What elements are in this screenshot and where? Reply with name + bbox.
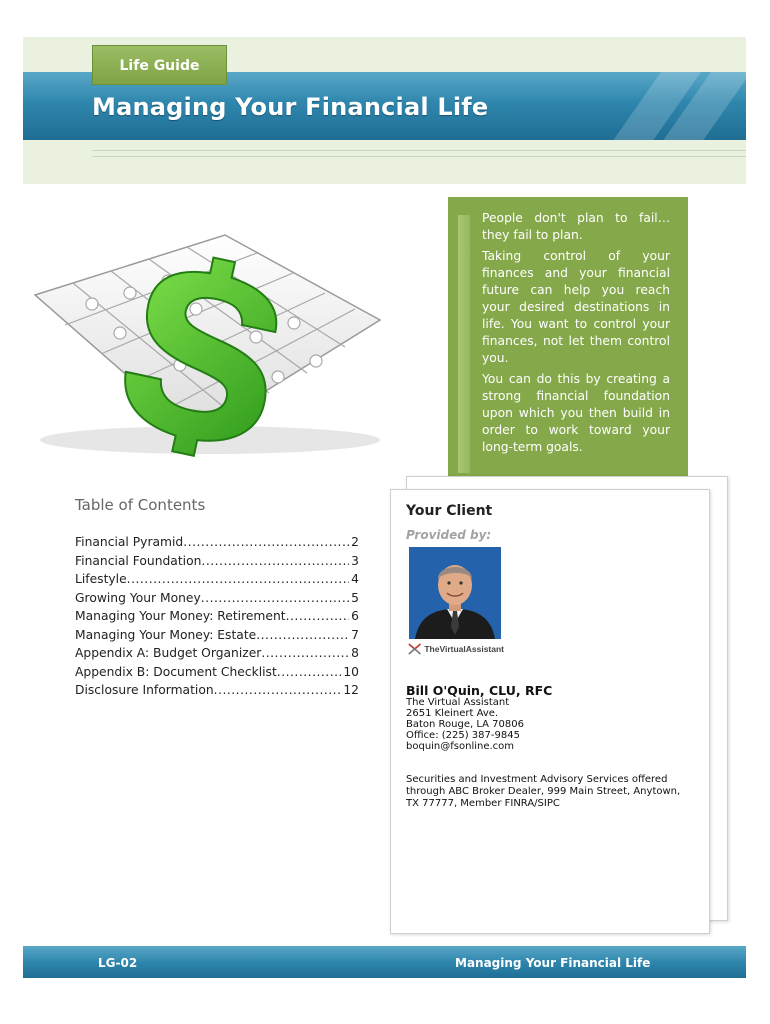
toc-item[interactable] xyxy=(75,552,359,571)
toc-item[interactable] xyxy=(75,533,359,552)
dollar-puzzle-illustration xyxy=(25,225,385,460)
advisor-name: Bill O'Quin, CLU, RFC xyxy=(406,683,553,698)
quote-accent-bar xyxy=(458,215,470,473)
toc-leader-dots xyxy=(201,552,349,571)
quote-text xyxy=(482,210,670,460)
toc-item-page: 10 xyxy=(343,664,359,679)
toc-item[interactable] xyxy=(75,681,359,700)
toc-item[interactable] xyxy=(75,589,359,608)
advisor-email[interactable]: boquin@fsonline.com xyxy=(406,741,515,752)
toc-leader-dots xyxy=(214,681,342,700)
footer-title: Managing Your Financial Life xyxy=(455,956,651,970)
toc-item-label: Financial Foundation xyxy=(75,553,202,568)
footer-code: LG-02 xyxy=(98,956,138,970)
toc-leader-dots xyxy=(183,533,349,552)
toc-item[interactable] xyxy=(75,644,359,663)
quote-paragraph: Taking control of your finances and your financial future can help you reach your desired destinations in life. You want to control your finances, not let them control you. xyxy=(482,249,670,365)
quote-paragraph: You can do this by creating a strong financial foundation upon which you then build in order to work toward your long-term goals. xyxy=(482,372,670,454)
toc-item-label: Managing Your Money: Estate xyxy=(75,627,257,642)
client-heading: Your Client xyxy=(406,503,493,519)
toc-item[interactable] xyxy=(75,626,359,645)
toc-item-label: Appendix B: Document Checklist xyxy=(75,664,277,679)
quote-paragraph: People don't plan to fail… they fail to plan. xyxy=(482,211,670,242)
table-of-contents xyxy=(75,533,359,700)
header-divider xyxy=(92,156,746,157)
toc-item-page: 2 xyxy=(351,535,359,549)
toc-item[interactable] xyxy=(75,570,359,589)
toc-leader-dots xyxy=(286,607,350,626)
toc-item[interactable] xyxy=(75,663,359,682)
securities-disclosure: Securities and Investment Advisory Services offered through ABC Broker Dealer, 999 Main Street, Anytown, TX 77777, Member FINRA/SIPC xyxy=(406,774,681,809)
toc-item-page: 12 xyxy=(343,683,359,697)
advisor-phone: Office: (225) 387-9845 xyxy=(406,730,520,741)
advisor-address-line: Baton Rouge, LA 70806 xyxy=(406,719,524,730)
advisor-photo xyxy=(409,547,501,639)
toc-leader-dots xyxy=(277,663,342,682)
provided-by-label: Provided by: xyxy=(406,528,492,542)
toc-item-label: Financial Pyramid xyxy=(75,535,184,549)
header-divider xyxy=(92,150,746,151)
virtual-assistant-logo xyxy=(408,641,504,657)
toc-leader-dots xyxy=(256,626,349,645)
advisor-address-line: 2651 Kleinert Ave. xyxy=(406,708,499,719)
toc-leader-dots xyxy=(261,644,349,663)
toc-item-page: 3 xyxy=(351,553,359,568)
toc-leader-dots xyxy=(127,570,350,589)
toc-heading: Table of Contents xyxy=(75,496,206,514)
advisor-contact xyxy=(406,697,524,752)
logo-text: TheVirtualAssistant xyxy=(424,644,504,654)
toc-item-page: 4 xyxy=(351,572,359,586)
toc-item-label: Appendix A: Budget Organizer xyxy=(75,646,262,660)
document-title: Managing Your Financial Life xyxy=(92,93,489,121)
toc-leader-dots xyxy=(201,589,349,608)
toc-item-page: 6 xyxy=(351,609,359,623)
toc-item-label: Disclosure Information xyxy=(75,683,214,697)
logo-mark-icon xyxy=(408,642,421,656)
toc-item-page: 5 xyxy=(351,590,359,605)
advisor-company: The Virtual Assistant xyxy=(406,697,510,708)
toc-item-page: 8 xyxy=(351,646,359,660)
toc-item-label: Growing Your Money xyxy=(75,590,201,605)
toc-item[interactable] xyxy=(75,607,359,626)
toc-item-label: Lifestyle xyxy=(75,572,127,586)
life-guide-tag: Life Guide xyxy=(92,45,227,85)
toc-item-page: 7 xyxy=(351,627,359,642)
toc-item-label: Managing Your Money: Retirement xyxy=(75,609,286,623)
